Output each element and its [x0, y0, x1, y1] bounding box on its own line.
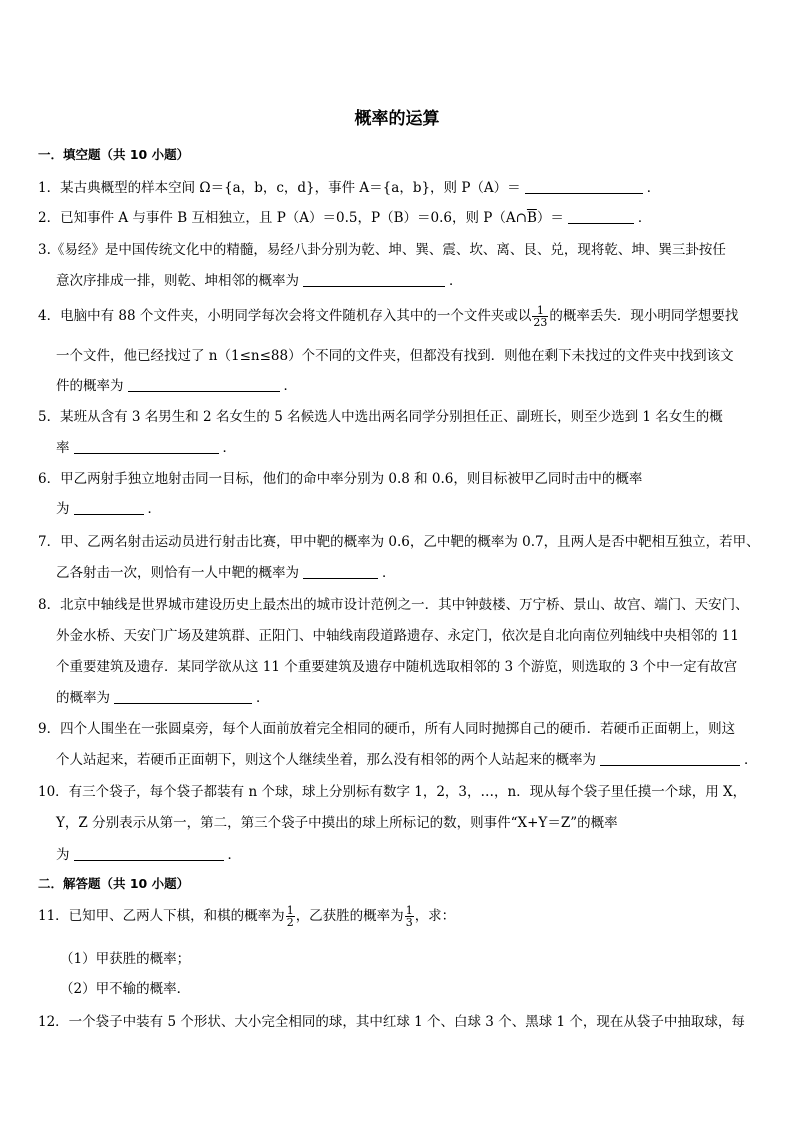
question-4: 4．电脑中有 88 个文件夹，小明同学每次会将文件随机存入其中的一个文件夹或以 $\frac{1}{23}$ 的概率丢失．现小明同学想要找	[38, 304, 739, 329]
question-11-part-2: （2）甲不输的概率．	[60, 981, 191, 997]
answer-blank[interactable]	[128, 379, 280, 392]
question-3-cont: 意次序排成一排，则乾、坤相邻的概率为 ．	[56, 273, 463, 289]
answer-blank[interactable]	[303, 274, 445, 287]
section-answer: 二．解答题（共 10 小题）	[38, 876, 190, 891]
fraction: $\frac{1}{23}$	[533, 304, 548, 329]
answer-blank[interactable]	[74, 441, 219, 454]
question-2: 2．已知事件 A 与事件 B 互相独立，且 P（A）＝0.5，P（B）＝0.6，则 $P(A\cap\overline{B})=$ ．	[38, 210, 652, 226]
question-5: 5．某班从含有 3 名男生和 2 名女生的 5 名候选人中选出两名同学分别担任正、副班长，则至少选到 1 名女生的概	[38, 409, 723, 425]
question-8-cont2: 个重要建筑及遗存．某同学欲从这 11 个重要建筑及遗存中随机选取相邻的 3 个游览，则选取的 3 个中一定有故宫	[56, 659, 738, 675]
page-title: 概率的运算	[354, 109, 440, 129]
answer-blank[interactable]	[600, 753, 740, 766]
question-7-cont: 乙各射击一次，则恰有一人中靶的概率为 ．	[56, 565, 396, 581]
question-1: 1．某古典概型的样本空间 Ω＝{a，b，c，d}，事件 A＝{a，b}，则 P（A）＝ ．	[38, 180, 661, 196]
question-11: 11．已知甲、乙两人下棋，和棋的概率为 $\frac{1}{2}$ ，乙获胜的概率为 $\frac{1}{3}$ ，求：	[38, 904, 456, 929]
fraction: $\frac{1}{3}$	[405, 904, 413, 929]
question-10-cont2: 为 ．	[56, 847, 241, 863]
question-8-cont3: 的概率为 ．	[56, 690, 270, 706]
question-4-cont2: 件的概率为 ．	[56, 378, 297, 394]
answer-blank[interactable]	[74, 502, 144, 515]
question-7: 7．甲、乙两名射击运动员进行射击比赛，甲中靶的概率为 0.6，乙中靶的概率为 0.7，且两人是否中靶相互独立，若甲、	[38, 534, 760, 550]
answer-blank[interactable]	[303, 566, 378, 579]
answer-blank[interactable]	[525, 181, 643, 194]
question-9-cont: 个人站起来，若硬币正面朝下，则这个人继续坐着，那么没有相邻的两个人站起来的概率为 ．	[56, 752, 758, 768]
question-4-cont: 一个文件，他已经找过了 n（1≤n≤88）个不同的文件夹，但都没有找到．则他在剩下未找过的文件夹中找到该文	[56, 348, 734, 364]
question-8: 8．北京中轴线是世界城市建设历史上最杰出的城市设计范例之一．其中钟鼓楼、万宁桥、景山、故宫、端门、天安门、	[38, 597, 749, 613]
question-6: 6．甲乙两射手独立地射击同一目标，他们的命中率分别为 0.8 和 0.6，则目标被甲乙同时击中的概率	[38, 471, 643, 487]
question-10: 10．有三个袋子，每个袋子都装有 n 个球，球上分别标有数字 1，2，3，…，n．现从每个袋子里任摸一个球，用 X，	[38, 784, 747, 800]
question-11-part-1: （1）甲获胜的概率；	[60, 951, 191, 967]
answer-blank[interactable]	[74, 848, 224, 861]
answer-blank[interactable]	[114, 691, 252, 704]
question-6-cont: 为 ．	[56, 501, 161, 517]
question-10-cont: Y，Z 分别表示从第一，第二，第三个袋子中摸出的球上所标记的数，则事件“X+Y＝Z”的概率	[56, 815, 618, 831]
answer-blank[interactable]	[568, 211, 634, 224]
fraction: $\frac{1}{2}$	[286, 904, 294, 929]
question-3: 3.《易经》是中国传统文化中的精髓，易经八卦分别为乾、坤、巽、震、坎、离、艮、兑，现将乾、坤、巽三卦按任	[38, 242, 726, 258]
question-12: 12．一个袋子中装有 5 个形状、大小完全相同的球，其中红球 1 个、白球 3 个、黑球 1 个，现在从袋子中抽取球，每	[38, 1014, 745, 1030]
question-5-cont: 率 ．	[56, 440, 236, 456]
question-9: 9．四个人围坐在一张圆桌旁，每个人面前放着完全相同的硬币，所有人同时抛掷自己的硬币．若硬币正面朝上，则这	[38, 721, 736, 737]
section-fill-in: 一．填空题（共 10 小题）	[38, 147, 190, 162]
question-8-cont: 外金水桥、天安门广场及建筑群、正阳门、中轴线南段道路遗存、永定门，依次是自北向南位列轴线中央相邻的 11	[56, 628, 739, 644]
